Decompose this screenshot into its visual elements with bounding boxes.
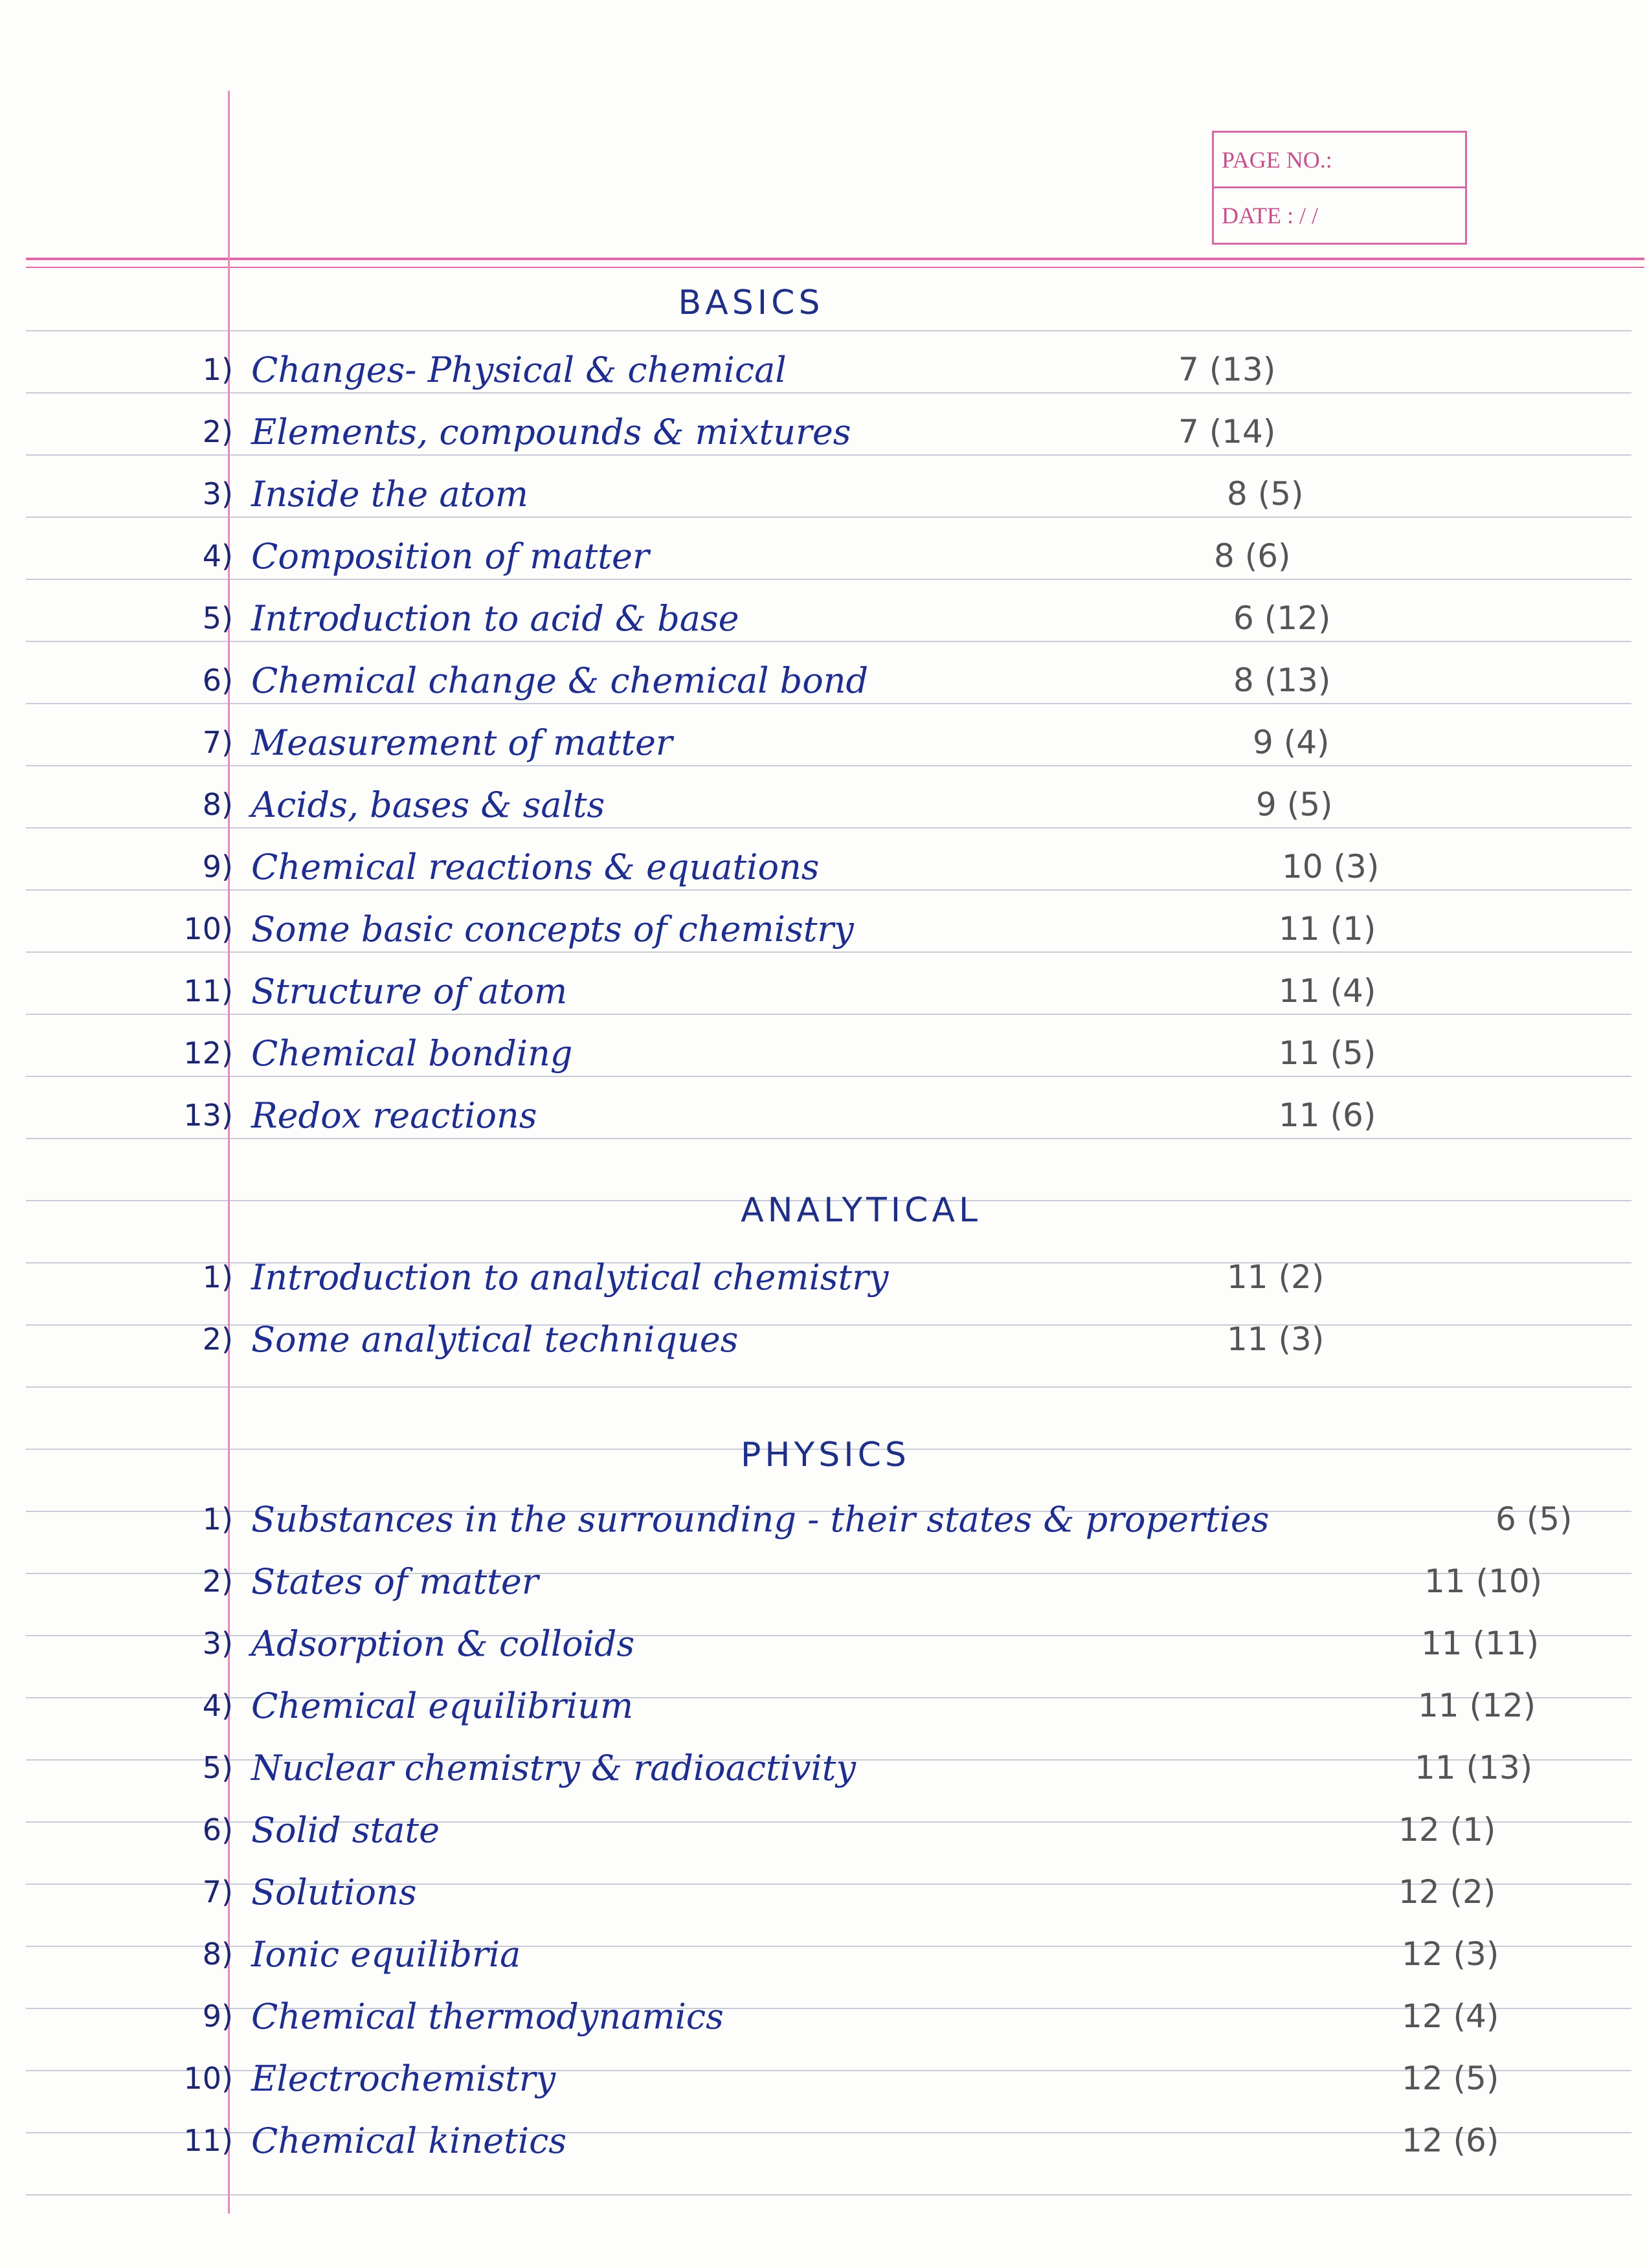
item-title: States of matter <box>251 1561 539 1602</box>
list-item <box>162 1086 537 1144</box>
list-item <box>162 1024 572 1082</box>
page-reference: 12 (4) <box>1402 1997 1499 2035</box>
page-reference: 10 (3) <box>1282 848 1380 885</box>
item-title: Solid state <box>251 1809 440 1851</box>
item-number: 11) <box>183 973 233 1008</box>
list-item <box>162 838 819 896</box>
item-title: Some basic concepts of chemistry <box>251 908 854 950</box>
page-reference: 8 (13) <box>1233 662 1331 699</box>
list-item <box>162 1925 521 1983</box>
item-title: Changes- Physical & chemical <box>251 349 787 390</box>
item-title: Chemical bonding <box>251 1032 573 1074</box>
list-item <box>162 900 854 958</box>
item-title: Introduction to acid & base <box>251 597 739 639</box>
list-item <box>162 962 567 1020</box>
item-title: Composition of matter <box>251 535 649 577</box>
date-label: DATE : / / <box>1222 202 1318 228</box>
page-reference: 11 (2) <box>1227 1258 1325 1296</box>
item-number: 13) <box>183 1098 233 1133</box>
page-reference: 12 (6) <box>1402 2122 1499 2159</box>
item-number: 9) <box>202 849 233 884</box>
page-stamp <box>1212 131 1467 245</box>
page-reference: 7 (13) <box>1178 351 1276 388</box>
top-margin-line <box>26 258 1644 260</box>
item-number: 3) <box>202 476 233 511</box>
list-item <box>162 1490 1270 1548</box>
page-reference: 8 (5) <box>1227 475 1304 513</box>
item-title: Some analytical techniques <box>251 1318 739 1360</box>
page-reference: 9 (4) <box>1253 724 1330 761</box>
page-reference: 11 (13) <box>1415 1749 1533 1786</box>
ruled-line <box>26 1386 1631 1388</box>
page-reference: 11 (5) <box>1279 1034 1376 1072</box>
item-number: 8) <box>202 787 233 822</box>
item-number: 4) <box>202 1688 233 1723</box>
item-title: Ionic equilibria <box>251 1933 521 1975</box>
item-number: 2) <box>202 1564 233 1599</box>
item-number: 4) <box>202 539 233 573</box>
item-title: Chemical change & chemical bond <box>251 660 869 701</box>
page-reference: 12 (1) <box>1398 1811 1496 1849</box>
list-item <box>162 1552 539 1610</box>
list-item <box>162 340 787 399</box>
page-reference: 11 (4) <box>1279 972 1376 1010</box>
item-number: 10) <box>183 911 233 946</box>
page-reference: 7 (14) <box>1178 413 1276 450</box>
list-item <box>162 651 868 709</box>
list-item <box>162 589 739 647</box>
item-title: Elements, compounds & mixtures <box>251 411 851 452</box>
item-number: 10) <box>183 2061 233 2096</box>
list-item <box>162 1863 417 1921</box>
page-reference: 6 (12) <box>1233 599 1331 637</box>
page-no-label: PAGE NO.: <box>1214 133 1465 188</box>
item-number: 5) <box>202 1750 233 1785</box>
item-number: 2) <box>202 414 233 449</box>
page-reference: 12 (2) <box>1398 1873 1496 1911</box>
item-title: Electrochemistry <box>251 2058 556 2099</box>
page-reference: 9 (5) <box>1256 786 1333 823</box>
list-item <box>162 775 605 834</box>
list-item <box>162 403 851 461</box>
item-title: Measurement of matter <box>251 722 673 763</box>
page-reference: 11 (6) <box>1279 1096 1376 1134</box>
page-reference: 11 (12) <box>1418 1687 1536 1724</box>
item-number: 1) <box>202 1260 233 1295</box>
item-number: 9) <box>202 1999 233 2034</box>
item-title: Redox reactions <box>251 1095 537 1136</box>
page-reference: 11 (11) <box>1421 1625 1540 1662</box>
item-title: Structure of atom <box>251 970 568 1012</box>
page-reference: 11 (10) <box>1424 1562 1543 1600</box>
list-item <box>162 465 528 523</box>
item-number: 5) <box>202 601 233 636</box>
list-item <box>162 2049 555 2107</box>
list-item <box>162 2111 566 2170</box>
item-title: Chemical thermodynamics <box>251 1996 724 2037</box>
item-title: Chemical kinetics <box>251 2120 567 2161</box>
item-title: Introduction to analytical chemistry <box>251 1256 889 1298</box>
page-reference: 6 (5) <box>1496 1500 1573 1538</box>
list-item <box>162 1248 889 1306</box>
item-number: 3) <box>202 1626 233 1661</box>
page-reference: 8 (6) <box>1214 537 1291 575</box>
item-number: 2) <box>202 1322 233 1357</box>
section-heading-physics: PHYSICS <box>741 1436 910 1474</box>
top-margin-line-thin <box>26 267 1644 268</box>
item-title: Nuclear chemistry & radioactivity <box>251 1747 857 1788</box>
item-title: Acids, bases & salts <box>251 784 605 825</box>
list-item <box>162 1614 634 1673</box>
item-number: 11) <box>183 2123 233 2158</box>
list-item <box>162 1987 724 2045</box>
ruled-line <box>26 2194 1631 2196</box>
item-number: 7) <box>202 1874 233 1909</box>
page-reference: 12 (5) <box>1402 2060 1499 2097</box>
item-title: Inside the atom <box>251 473 528 515</box>
item-title: Substances in the surrounding - their states & properties <box>251 1498 1270 1540</box>
list-item <box>162 713 673 772</box>
item-number: 6) <box>202 1812 233 1847</box>
list-item <box>162 1739 856 1797</box>
item-title: Adsorption & colloids <box>251 1623 635 1664</box>
list-item <box>162 527 649 585</box>
page-reference: 12 (3) <box>1402 1935 1499 1973</box>
item-number: 7) <box>202 725 233 760</box>
item-number: 1) <box>202 352 233 387</box>
ruled-line <box>26 330 1631 331</box>
item-title: Chemical reactions & equations <box>251 846 820 887</box>
section-heading-basics: BASICS <box>678 284 824 322</box>
item-title: Solutions <box>251 1871 417 1913</box>
item-number: 12) <box>183 1036 233 1071</box>
list-item <box>162 1310 738 1368</box>
item-number: 6) <box>202 663 233 698</box>
page-reference: 11 (3) <box>1227 1320 1325 1358</box>
list-item <box>162 1676 633 1735</box>
list-item <box>162 1801 440 1859</box>
page-reference: 11 (1) <box>1279 910 1376 948</box>
section-heading-analytical: ANALYTICAL <box>741 1191 981 1230</box>
item-number: 1) <box>202 1502 233 1537</box>
item-title: Chemical equilibrium <box>251 1685 634 1726</box>
item-number: 8) <box>202 1937 233 1972</box>
